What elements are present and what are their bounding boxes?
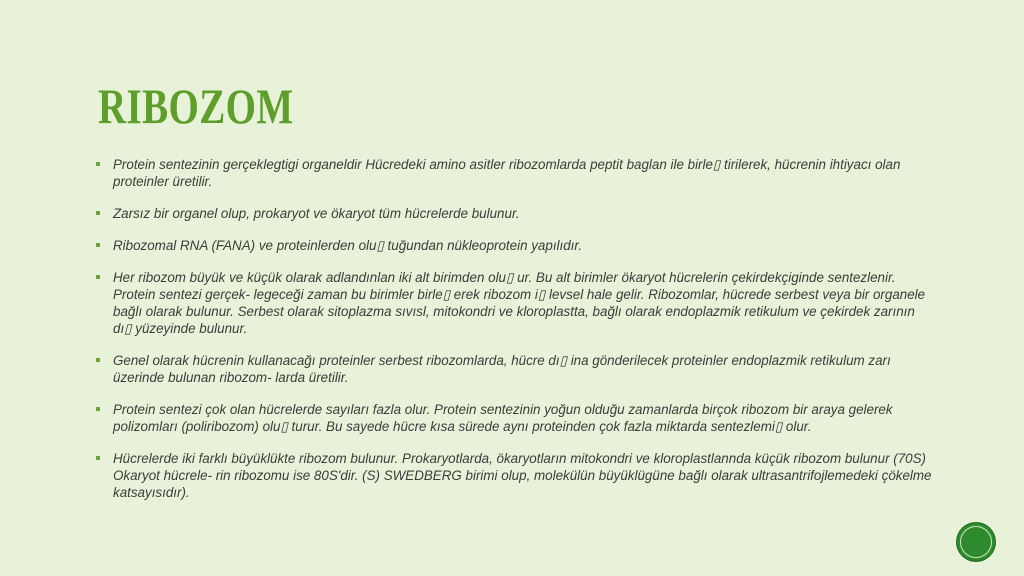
bullet-marker-icon <box>96 162 100 166</box>
bullet-marker-icon <box>96 456 100 460</box>
bullet-item <box>96 156 936 190</box>
slide-title: RIBOZOM <box>98 78 294 134</box>
bullet-item <box>96 352 936 386</box>
bullet-text: Ribozomal RNA (FANA) ve proteinlerden olu▯ tuğundan nükleoprotein yapılıdır. <box>113 238 583 253</box>
bullet-marker-icon <box>96 407 100 411</box>
bullet-item <box>96 269 936 337</box>
bullet-list <box>96 156 936 516</box>
bullet-marker-icon <box>96 211 100 215</box>
bullet-item <box>96 450 936 501</box>
bullet-text: Her ribozom büyük ve küçük olarak adlandınlan iki alt birimden olu▯ ur. Bu alt birimler ökaryot hücrelerin çekirdekçiginde sentezlenir. Protein sentezi gerçek- legeceği zaman bu birimler birle▯ erek ribozom i▯ levsel hale gelir. Ribozomlar, hücrede serbest veya bir organele bağlı olarak bulunur. Serbest olarak sitoplazma sıvısl, mitokondri ve kloroplastta, bağlı olarak endoplazmik retikulum ve çekirdek zarının dı▯ yüzeyinde bulunur. <box>113 270 926 336</box>
bullet-text: Genel olarak hücrenin kullanacağı proteinler serbest ribozomlarda, hücre dı▯ ina gönderilecek proteinler endoplazmik retikulum zarı üzerinde bulunan ribozom- larda üretilir. <box>113 353 891 385</box>
bullet-marker-icon <box>96 358 100 362</box>
bullet-marker-icon <box>96 275 100 279</box>
bullet-item <box>96 401 936 435</box>
bullet-text: Zarsız bir organel olup, prokaryot ve ökaryot tüm hücrelerde bulunur. <box>113 206 520 221</box>
bullet-text: Protein sentezi çok olan hücrelerde sayıları fazla olur. Protein sentezinin yoğun olduğu zamanlarda birçok ribozom bir araya gelerek polizomları (poliribozom) olu▯ turur. Bu sayede hücre kısa sürede aynı proteinden çok fazla miktarda sentezlemi▯ olur. <box>113 402 893 434</box>
bullet-text: Hücrelerde iki farklı büyüklükte ribozom bulunur. Prokaryotlarda, ökaryotların mitokondri ve kloroplastlannda küçük ribozom bulunur (70S) Okaryot hücrele- rin ribozomu ise 80S'dir. (S) SWEDBERG birimi olup, molekülün büyüklügüne bağlı olarak ultrasantrifojlemedeki çökelme katsayısıdır). <box>113 451 932 500</box>
slide-badge-icon <box>957 523 995 561</box>
bullet-text: Protein sentezinin gerçeklegtigi organeldir Hücredeki amino asitler ribozomlarda peptit baglan ile birle▯ tirilerek, hücrenin ihtiyacı olan proteinler üretilir. <box>113 157 901 189</box>
bullet-marker-icon <box>96 243 100 247</box>
bullet-item <box>96 205 936 222</box>
bullet-item <box>96 237 936 254</box>
